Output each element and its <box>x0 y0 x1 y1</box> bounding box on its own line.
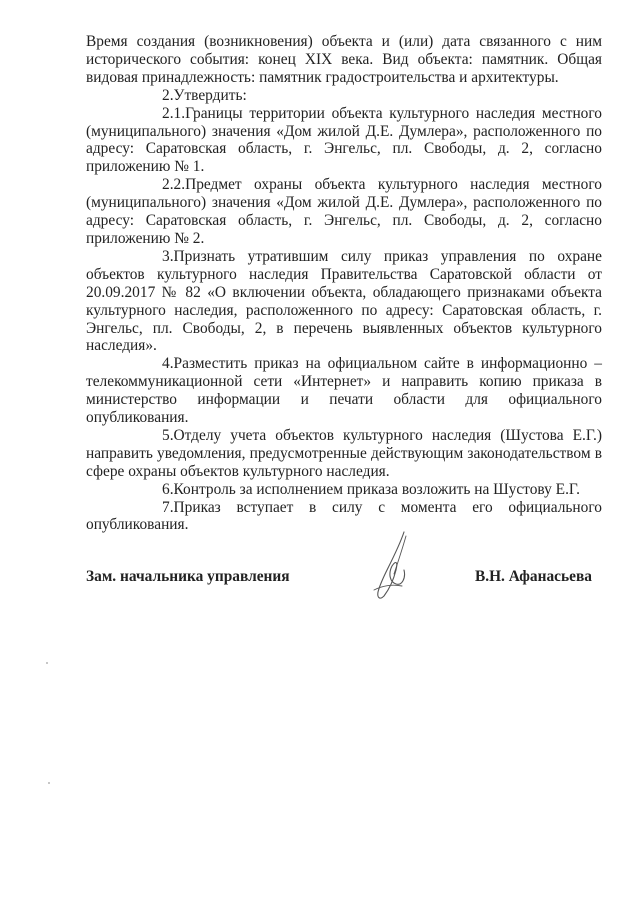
paragraph-text: Время создания (возникновения) объекта и (или) дата связанного с ним исторического события: конец XIX века. Вид объекта: памятник. Общая видовая принадлежность: памятник градостроительства и архитектуры. <box>86 33 602 86</box>
clause-2-1 <box>86 105 602 177</box>
clause-text: Границы территории объекта культурного наследия местного (муниципального) значения «Дом жилой Д.Е. Думлера», расположенного по адресу: Саратовская область, г. Энгельс, пл. Свободы, д. 2, согласно приложению № 1. <box>86 104 602 176</box>
clause-7 <box>86 499 602 535</box>
scan-speck <box>46 662 48 664</box>
clause-number: 2.2. <box>162 176 186 194</box>
clause-text: Отделу учета объектов культурного наследия (Шустова Е.Г.) направить уведомления, предусмотренные действующим законодательством в сфере охраны объектов культурного наследия. <box>86 426 602 480</box>
clause-3 <box>86 248 602 355</box>
signatory-title: Зам. начальника управления <box>86 568 290 585</box>
clause-number: 2. <box>162 86 174 104</box>
clause-text: Утвердить: <box>173 86 247 104</box>
clause-text: Признать утратившим силу приказ управления по охране объектов культурного наследия Правительства Саратовской области от 20.09.2017 № 82 «О включении объекта, обладающего признаками объекта культурного наследия, расположенного по адресу: Саратовская область, г. Энгельс, пл. Свободы, 2, в перечень выявленных объектов культурного наследия». <box>86 247 602 355</box>
signatory-name: В.Н. Афанасьева <box>474 568 592 585</box>
clause-2-2 <box>86 176 602 248</box>
clause-number: 5. <box>162 426 174 444</box>
clause-5 <box>86 427 602 481</box>
clause-2 <box>86 87 602 105</box>
clause-number: 2.1. <box>162 104 186 122</box>
order-body <box>86 33 602 534</box>
clause-text: Разместить приказ на официальном сайте в информационно – телекоммуникационной сети «Интернет» и направить копию приказа в министерство информации и печати области для официального опубликования. <box>86 355 602 427</box>
clause-text: Предмет охраны объекта культурного наследия местного (муниципального) значения «Дом жилой Д.Е. Думлера», расположенного по адресу: Саратовская область, г. Энгельс, пл. Свободы, д. 2, согласно приложению № 2. <box>86 176 602 247</box>
paragraph-intro <box>86 33 602 87</box>
clause-4 <box>86 355 602 427</box>
clause-number: 4. <box>162 355 174 373</box>
clause-number: 7. <box>162 498 174 516</box>
clause-number: 3. <box>162 247 174 265</box>
clause-text: Контроль за исполнением приказа возложить на Шустову Е.Г. <box>173 480 580 498</box>
clause-text: Приказ вступает в силу с момента его официального опубликования. <box>86 498 602 534</box>
signature-block <box>86 568 602 608</box>
scan-speck <box>48 782 50 784</box>
clause-6 <box>86 481 602 499</box>
clause-number: 6. <box>162 480 174 498</box>
